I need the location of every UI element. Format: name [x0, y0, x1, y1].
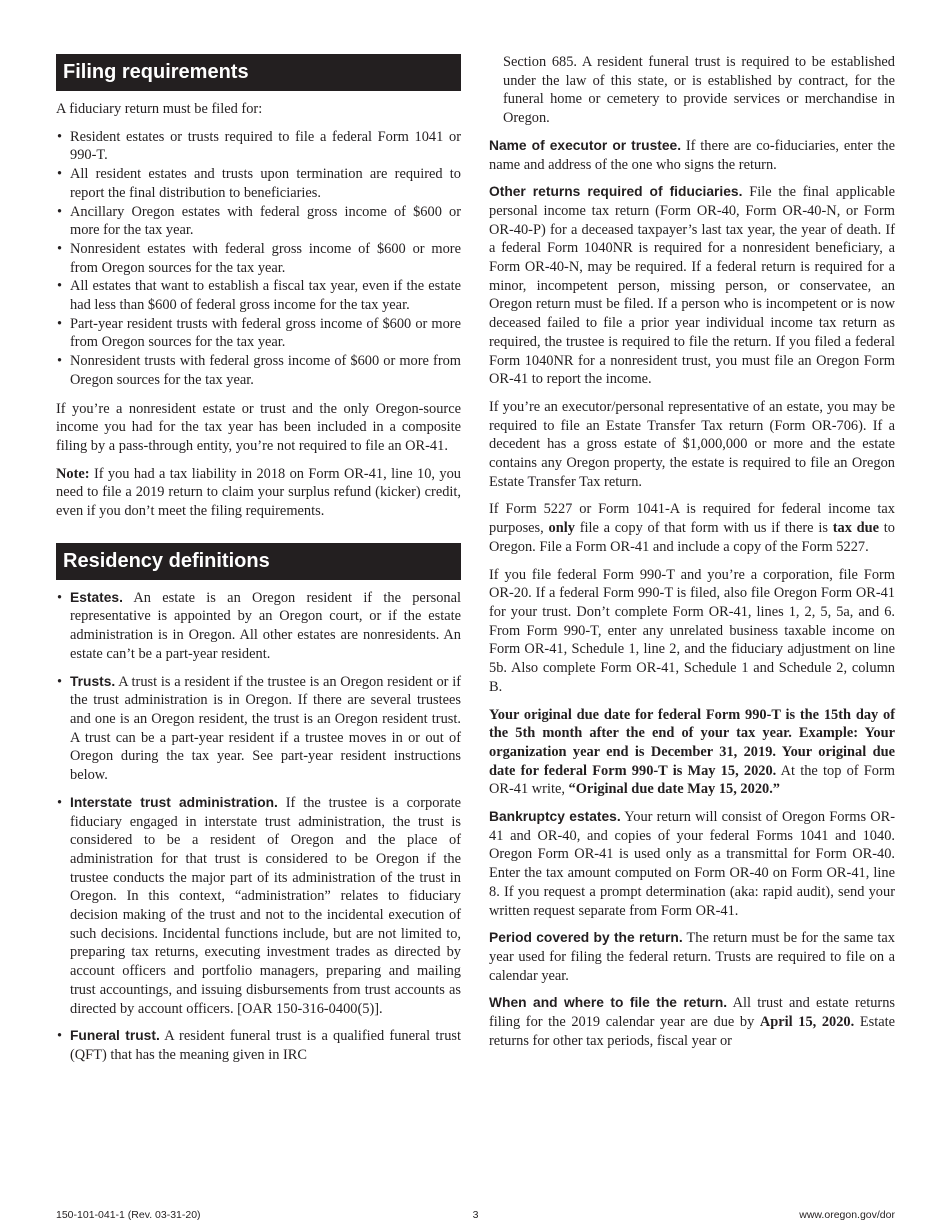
note-paragraph: Note: If you had a tax liability in 2018 on Form OR-41, line 10, you need to file a 2019 return to claim your surplus refund (kicker) credit, even if you don’t meet the filing requirements.	[56, 465, 461, 520]
page-number: 3	[472, 1209, 479, 1221]
form-990t-paragraph: If you file federal Form 990-T and you’re a corporation, file Form OR-20. If a federal Form 990-T is filed, also file Oregon Form OR-41 for your trust. Don’t complete Form OR-41, lines 1, 2, 5, 5a, and 6. From Form 990-T, enter any unrelated business taxable income on Form OR-41, Schedule 1, line 2, and the fiduciary adjustment on line 5b. Also complete Form OR-41, Schedule 1 and Schedule 2, column B.	[489, 566, 895, 695]
list-item: • Trusts. A trust is a resident if the trustee is an Oregon resident or if the trust administration is in Oregon. If there are several trustees and one is an Oregon resident, the trust is an Oregon resident trust. A trust can be a part-year resident if a trustee moves in or out of Oregon during the tax year. See part-year resident instructions below.	[57, 673, 461, 784]
filing-list	[56, 128, 461, 390]
website-url: www.oregon.gov/dor	[799, 1209, 895, 1221]
list-item: • Ancillary Oregon estates with federal gross income of $600 or more for the tax year.	[57, 203, 461, 239]
list-item: • Interstate trust administration. If the trustee is a corporate fiduciary engaged in interstate trust administration, the trust is considered to be a resident of Oregon and the place of administration for that trust is considered to be Oregon if the trustee conducts the major part of its administration of the trust in Oregon. In this context, “administration” relates to fiduciary decision making of the trust and not to the incidental execution of such decisions. Incidental functions include, but are not limited to, preparing tax returns, executing investment trades as directed by account officers and portfolio managers, preparing and mailing trust accountings, and issuing disbursements from trust accounts as directed by account officers. [OAR 150-316-0400(5)].	[57, 794, 461, 1017]
list-item: • Nonresident estates with federal gross income of $600 or more from Oregon sources for the tax year.	[57, 240, 461, 276]
left-column	[56, 54, 461, 1075]
filing-requirements-heading: Filing requirements	[56, 54, 461, 91]
other-returns-paragraph: Other returns required of fiduciaries. File the final applicable personal income tax return (Form OR-40, Form OR-40-N, or Form OR-40-P) for a deceased taxpayer’s last tax year, the year of death. If a federal Form 1040NR is required for a nonresident beneficiary, a Form OR-40-N, may be required. If a federal return is required for a minor, incompetent person, missing person, or conservatee, an Oregon return must be filed. If a person who is incompetent or is now deceased failed to file a prior year individual income tax return as required, the trustee is required to file the return. If you filed a federal Form 1040NR for a nonresident trust, you must file an Oregon Form OR-41 to report the income.	[489, 184, 895, 388]
list-item: • Funeral trust. A resident funeral trust is a qualified funeral trust (QFT) that has the meaning given in IRC	[57, 1028, 461, 1063]
list-item: • All resident estates and trusts upon termination are required to report the final distribution to beneficiaries.	[57, 166, 461, 201]
period-paragraph: Period covered by the return. The return must be for the same tax year used for filing the federal return. Trusts are required to file on a calendar year.	[489, 930, 895, 984]
funeral-trust-continued: Section 685. A resident funeral trust is required to be established under the law of this state, or is established by contract, for the funeral home or cemetery to provide services or merchandise in Oregon.	[503, 54, 895, 127]
bankruptcy-paragraph: Bankruptcy estates. Your return will consist of Oregon Forms OR-41 and OR-40, and copies of your federal Forms 1041 and 1040. Oregon Form OR-41 is used only as a transmittal for Form OR-40. Enter the tax amount computed on Form OR-40 on Form OR-41, line 8. If you request a prompt determination (aka: rapid audit), send your written request separate from Form OR-41.	[489, 809, 895, 919]
due-date-paragraph: Your original due date for federal Form 990-T is the 15th day of the 5th month after the end of your tax year. Example: Your organization year end is December 31, 2019. Your original due date for federal Form 990-T is May 15, 2020. At the top of Form OR-41 write, “Original due date May 15, 2020.”	[489, 706, 895, 798]
list-item: • Estates. An estate is an Oregon resident if the personal representative is appointed by an Oregon court, or if the estate administration is in Oregon. All other estates are nonresidents. An estate can’t be a part-year resident.	[57, 589, 461, 662]
list-item: • Resident estates or trusts required to file a federal Form 1041 or 990-T.	[57, 128, 461, 164]
form-id: 150-101-041-1 (Rev. 03-31-20)	[56, 1209, 201, 1221]
list-item: • Part-year resident trusts with federal gross income of $600 or more from Oregon sources for the tax year.	[57, 315, 461, 351]
list-item: • Nonresident trusts with federal gross income of $600 or more from Oregon sources for the tax year.	[57, 353, 461, 388]
composite-paragraph: If you’re a nonresident estate or trust and the only Oregon-source income you had for the tax year has been included in a composite filing by a pass-through entity, you’re not required to file an OR-41.	[56, 400, 461, 454]
right-column	[489, 53, 895, 1059]
list-item: • All estates that want to establish a fiscal tax year, even if the estate had less than $600 of federal gross income for the tax year.	[57, 278, 461, 314]
residency-list	[56, 589, 461, 1065]
residency-definitions-heading: Residency definitions	[56, 543, 461, 580]
filing-intro: A fiduciary return must be filed for:	[56, 101, 263, 117]
executor-paragraph: Name of executor or trustee. If there are co-fiduciaries, enter the name and address of the one who signs the return.	[489, 137, 895, 173]
when-where-paragraph: When and where to file the return. All trust and estate returns filing for the 2019 calendar year are due by April 15, 2020. Estate returns for other tax periods, fiscal year or	[489, 995, 895, 1049]
estate-transfer-paragraph: If you’re an executor/personal representative of an estate, you may be required to file an Estate Transfer Tax return (Form OR-706). If a decedent has a gross estate of $1,000,000 or more and the estate contains any Oregon property, the estate is required to file an Oregon Estate Transfer Tax return.	[489, 398, 895, 490]
form-5227-paragraph: If Form 5227 or Form 1041-A is required for federal income tax purposes, only file a copy of that form with us if there is tax due to Oregon. File a Form OR-41 and include a copy of the Form 5227.	[489, 501, 896, 555]
